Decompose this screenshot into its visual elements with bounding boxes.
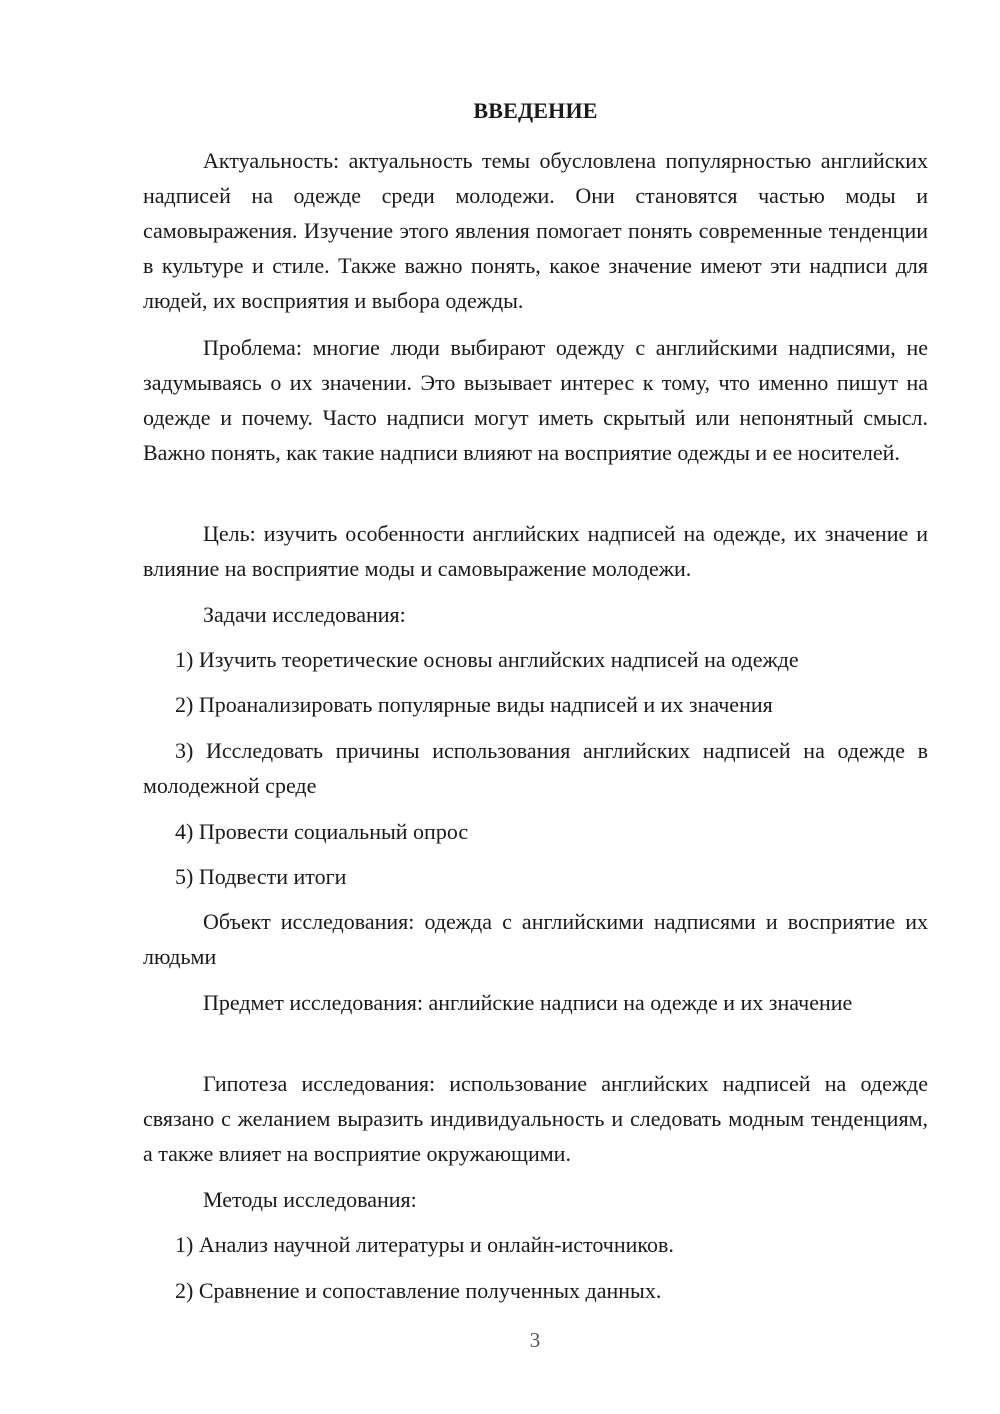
paragraph-object: Объект исследования: одежда с английскими надписями и восприятие их людьми <box>143 909 928 969</box>
task-item: 1) Изучить теоретические основы английских надписей на одежде <box>175 647 799 672</box>
task-item: 2) Проанализировать популярные виды надписей и их значения <box>175 692 773 717</box>
paragraph-problem: Проблема: многие люди выбирают одежду с английскими надписями, не задумываясь о их значении. Это вызывает интерес к тому, что именно пишут на одежде и почему. Часто надписи могут иметь скрытый или непонятный смысл. Важно понять, как такие надписи влияют на восприятие одежды и ее носителей. <box>143 335 928 465</box>
paragraph-hypothesis: Гипотеза исследования: использование английских надписей на одежде связано с желанием выразить индивидуальность и следовать модным тенденциям, а также влияет на восприятие окружающими. <box>143 1071 928 1166</box>
paragraph-goal: Цель: изучить особенности английских надписей на одежде, их значение и влияние на восприятие моды и самовыражение молодежи. <box>143 521 928 581</box>
method-item: 1) Анализ научной литературы и онлайн-источников. <box>175 1232 674 1257</box>
method-item: 2) Сравнение и сопоставление полученных данных. <box>175 1278 662 1303</box>
paragraph-relevance: Актуальность: актуальность темы обусловлена популярностью английских надписей на одежде среди молодежи. Они становятся частью моды и самовыражения. Изучение этого явления помогает понять современные тенденции в культуре и стиле. Также важно понять, какое значение имеют эти надписи для людей, их восприятия и выбора одежды. <box>143 148 928 313</box>
task-item: 3) Исследовать причины использования английских надписей на одежде в молодежной среде <box>143 738 928 798</box>
paragraph-subject: Предмет исследования: английские надписи на одежде и их значение <box>203 990 853 1015</box>
methods-heading: Методы исследования: <box>203 1187 417 1212</box>
tasks-heading: Задачи исследования: <box>203 602 406 627</box>
page-number: 3 <box>529 1328 541 1352</box>
task-item: 5) Подвести итоги <box>175 864 347 889</box>
page-title: ВВЕДЕНИЕ <box>473 98 598 123</box>
task-item: 4) Провести социальный опрос <box>175 819 469 844</box>
